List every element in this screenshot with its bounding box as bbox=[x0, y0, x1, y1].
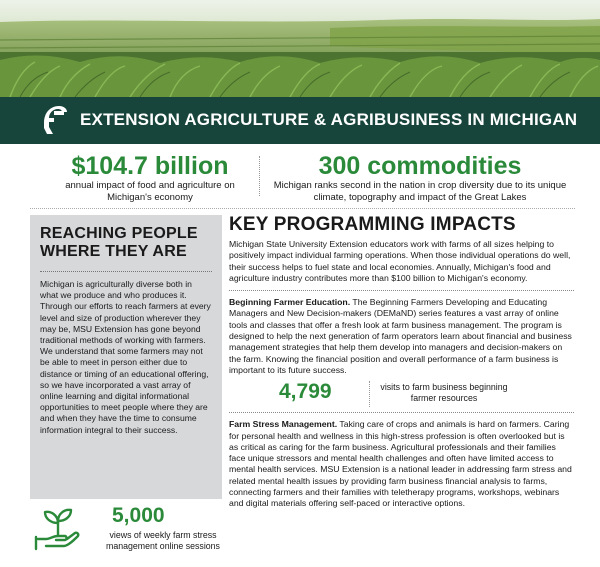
cornfield-hero-image bbox=[0, 0, 600, 97]
farm-stress-paragraph bbox=[229, 419, 574, 509]
stat-value: 300 commodities bbox=[318, 152, 522, 180]
sidebar-panel bbox=[30, 215, 222, 499]
stat-value: $104.7 billion bbox=[71, 152, 229, 180]
main-heading: KEY PROGRAMMING IMPACTS bbox=[229, 214, 516, 235]
sidebar-divider bbox=[40, 271, 212, 272]
main-content bbox=[229, 214, 574, 510]
stat-description: views of weekly farm stress management online sessions bbox=[106, 530, 220, 551]
section-lead: Farm Stress Management. bbox=[229, 419, 338, 430]
section-text: The Beginning Farmers Developing and Educating Managers and New Decision-makers (DEMaND) series features a vast array of online tools and classes that offer a fresh look at farm business management. The program is designed to help the next generation of farm operators learn about financial and business management strategies that help them develop into managers and decision-makers on the farm. Knowing the financial position and overall performance of a farm business is important to its future success. bbox=[229, 297, 572, 375]
page-title: EXTENSION AGRICULTURE & AGRIBUSINESS IN MICHIGAN bbox=[80, 110, 578, 129]
section-lead: Beginning Farmer Education. bbox=[229, 297, 351, 308]
stat-commodities bbox=[270, 152, 570, 204]
sidebar-heading: REACHING PEOPLE WHERE THEY ARE bbox=[40, 225, 198, 260]
section-divider bbox=[229, 412, 574, 413]
spartan-helmet-icon bbox=[40, 103, 70, 137]
section-text: Taking care of crops and animals is hard on farmers. Caring for personal health and wellness in this high-stress profession is often overlooked but is as critical as caring for the farm business. Agricultural professionals and their families face unique stressors and mental health challenges and often have limited access to mental health services. MSU Extension is a national leader in addressing farm stress and related mental health issues by providing farm business financial analysis to farms, connecting farmers and their families with teletherapy programs, workshops, webinars and digital materials offering self-paced or interactive options. bbox=[229, 419, 572, 509]
beginning-farmer-paragraph bbox=[229, 297, 574, 376]
stat-description: Michigan ranks second in the nation in crop diversity due to its unique climate, topography and impact of the Great Lakes bbox=[273, 180, 567, 203]
sidebar-body: Michigan is agriculturally diverse both in what we produce and who produces it. Through our efforts to reach farmers at every level and size of production wherever they may be, MSU Extension has gone beyond traditional methods of working with farmers. We understand that some farmers may not be able to meet in person either due to distance or timing of an educational offering, so we have incorporated a vast array of online learning and digital informational opportunities to meet people where they are and when they have the time to consume information integral to their success. bbox=[40, 279, 211, 435]
stat-farmer-visits bbox=[229, 378, 574, 412]
sprout-hand-icon bbox=[34, 505, 82, 551]
stat-divider bbox=[369, 381, 370, 407]
stat-divider bbox=[259, 156, 260, 196]
stat-value: 5,000 bbox=[112, 504, 165, 527]
title-banner bbox=[0, 97, 600, 144]
stat-economic-impact bbox=[45, 152, 255, 204]
section-divider bbox=[30, 208, 575, 209]
stat-stress-sessions bbox=[30, 501, 222, 561]
intro-paragraph: Michigan State University Extension educators work with farms of all sizes helping to positively impact individual farming operations. When those individual operations do well, their success helps to fuel state and local economies. Annually, Michigan's food and agriculture industry contributes more than $100 billion to Michigan's economy. bbox=[229, 239, 571, 283]
section-divider bbox=[229, 290, 574, 291]
stat-value: 4,799 bbox=[279, 380, 332, 404]
stat-description: annual impact of food and agriculture on Michigan's economy bbox=[65, 180, 235, 203]
stat-description: visits to farm business beginning farmer resources bbox=[380, 382, 508, 404]
